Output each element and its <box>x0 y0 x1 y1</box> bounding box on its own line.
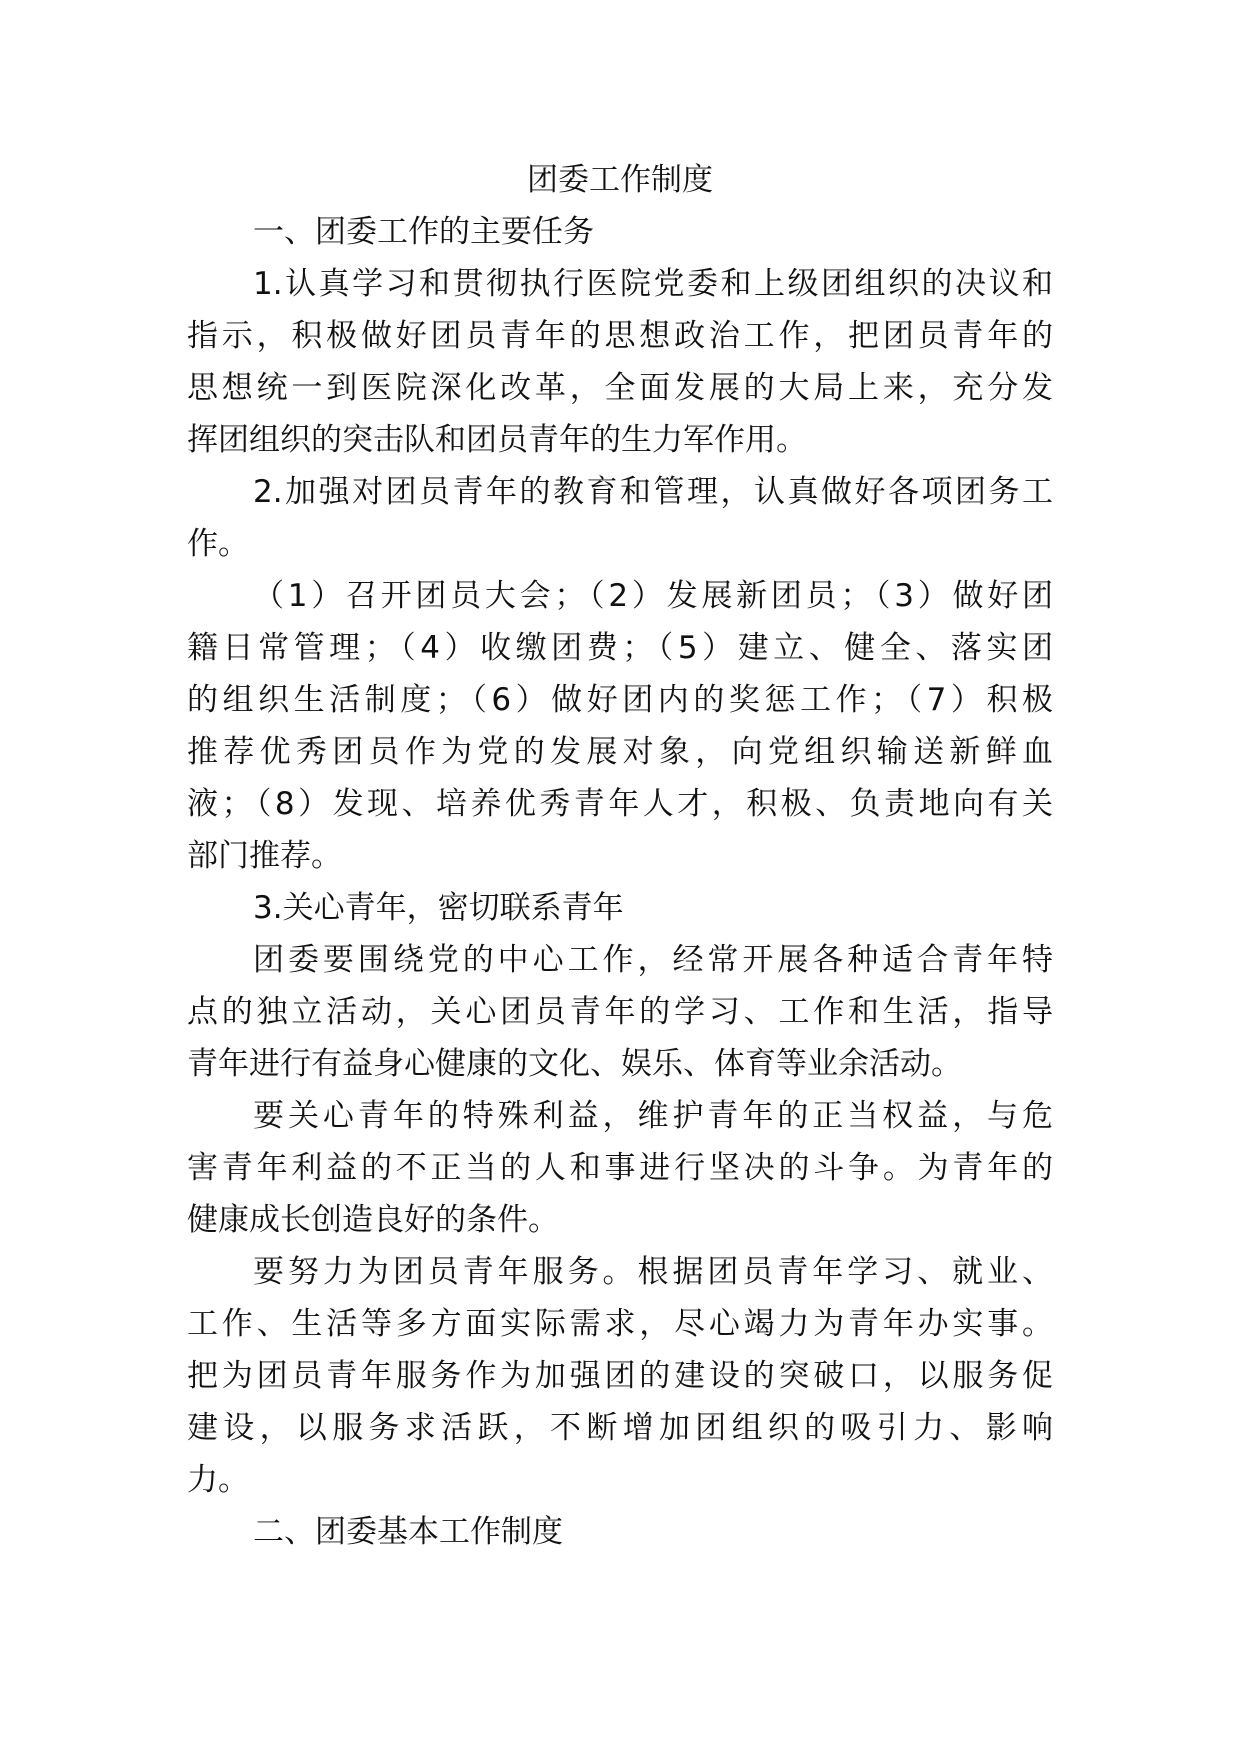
text-line: 点的独立活动，关心团员青年的学习、工作和生活，指导 <box>187 994 1053 1030</box>
text-line: 挥团组织的突击队和团员青年的生力军作用。 <box>187 422 807 458</box>
text-line: 部门推荐。 <box>187 838 342 874</box>
text-line: 思想统一到医院深化改革，全面发展的大局上来，充分发 <box>187 370 1053 406</box>
paragraph <box>187 258 1053 466</box>
document-title: 团委工作制度 <box>527 162 713 198</box>
paragraph <box>187 206 1053 258</box>
text-line: 推荐优秀团员作为党的发展对象，向党组织输送新鲜血 <box>187 734 1053 770</box>
text-line: 作。 <box>187 526 249 562</box>
text-line: 团委要围绕党的中心工作，经常开展各种适合青年特 <box>253 942 1053 978</box>
paragraph <box>187 882 1053 934</box>
text-line: 把为团员青年服务作为加强团的建设的突破口，以服务促 <box>187 1358 1053 1394</box>
text-line: 2.加强对团员青年的教育和管理，认真做好各项团务工 <box>253 474 1053 510</box>
text-line: 工作、生活等多方面实际需求，尽心竭力为青年办实事。 <box>187 1306 1053 1342</box>
text-line: 液；（8）发现、培养优秀青年人才，积极、负责地向有关 <box>187 786 1053 822</box>
text-line: 建设，以服务求活跃，不断增加团组织的吸引力、影响 <box>187 1410 1053 1446</box>
paragraph <box>187 1246 1053 1506</box>
document-body <box>187 154 1053 1558</box>
text-line: 健康成长创造良好的条件。 <box>187 1202 559 1238</box>
text-line: 指示，积极做好团员青年的思想政治工作，把团员青年的 <box>187 318 1053 354</box>
text-line: 力。 <box>187 1462 249 1498</box>
text-line: 要关心青年的特殊利益，维护青年的正当权益，与危 <box>253 1098 1053 1134</box>
paragraph <box>187 570 1053 882</box>
text-line: 青年进行有益身心健康的文化、娱乐、体育等业余活动。 <box>187 1046 962 1082</box>
paragraph <box>187 1506 1053 1558</box>
text-line: 二、团委基本工作制度 <box>253 1514 563 1550</box>
paragraph <box>187 934 1053 1090</box>
text-line: 一、团委工作的主要任务 <box>253 214 594 250</box>
text-line: 籍日常管理；（4）收缴团费；（5）建立、健全、落实团 <box>187 630 1053 666</box>
paragraph <box>187 1090 1053 1246</box>
text-line: 3.关心青年，密切联系青年 <box>253 890 624 926</box>
text-line: （1）召开团员大会；（2）发展新团员；（3）做好团 <box>253 578 1053 614</box>
text-line: 的组织生活制度；（6）做好团内的奖惩工作；（7）积极 <box>187 682 1053 718</box>
text-line: 要努力为团员青年服务。根据团员青年学习、就业、 <box>253 1254 1053 1290</box>
text-line: 害青年利益的不正当的人和事进行坚决的斗争。为青年的 <box>187 1150 1053 1186</box>
text-line: 1.认真学习和贯彻执行医院党委和上级团组织的决议和 <box>253 266 1053 302</box>
paragraph <box>187 466 1053 570</box>
